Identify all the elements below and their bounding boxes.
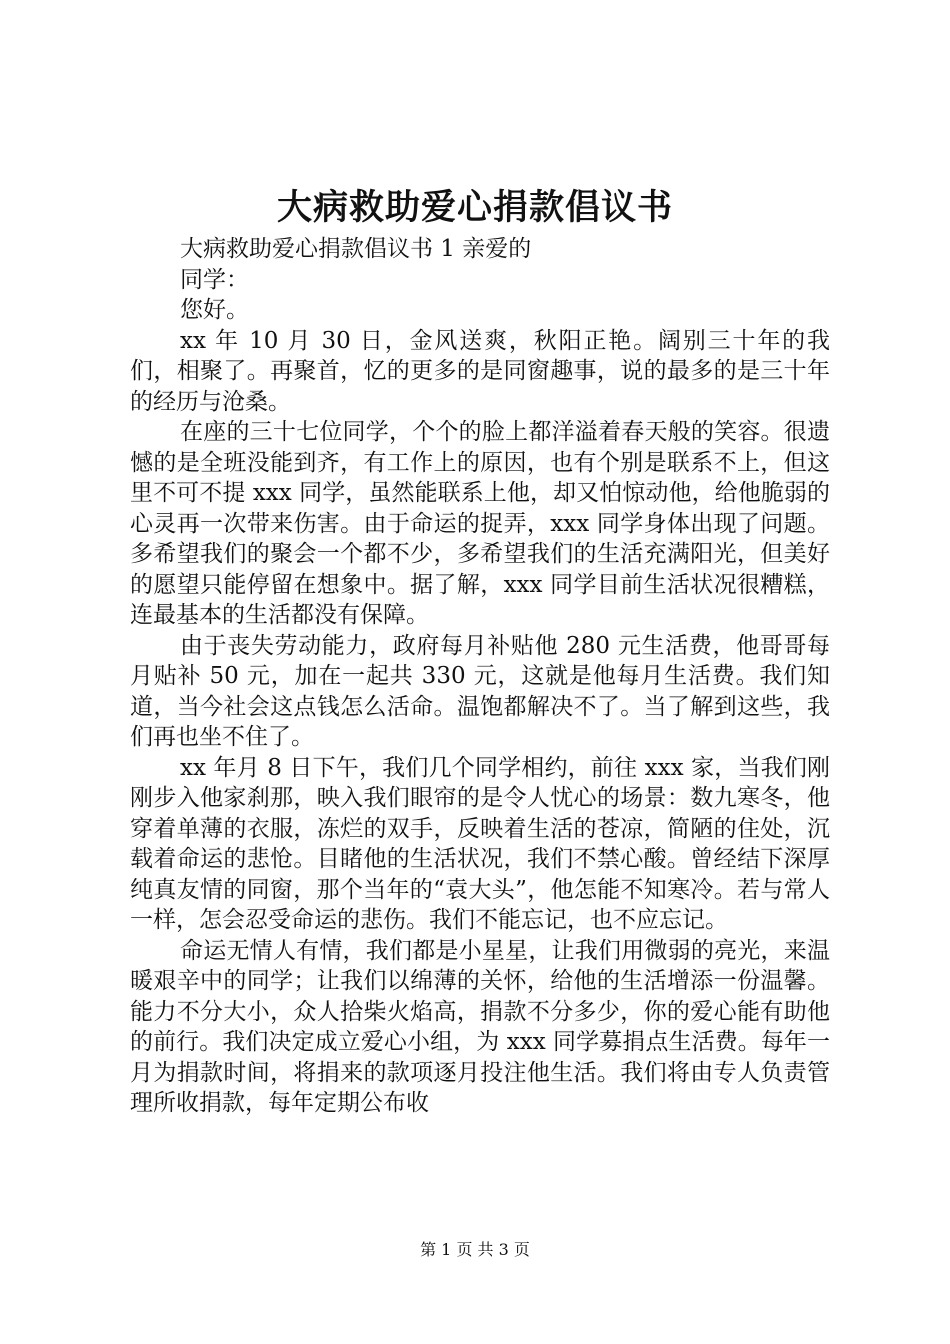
paragraph-living-cost: 由于丧失劳动能力，政府每月补贴他 280 元生活费，他哥哥每月贴补 50 元，加在一起共 330 元，这就是他每月生活费。我们知道，当今社会这点钱怎么活命。温饱都解决不了。当了解到这些，我们再也坐不住了。 [130, 632, 830, 750]
paragraph-visit: xx 年月 8 日下午，我们几个同学相约，前往 xxx 家，当我们刚刚步入他家刹那，映入我们眼帘的是令人忧心的场景：数九寒冬，他穿着单薄的衣服，冻烂的双手，反映着生活的苍凉，简陋的住处，沉载着命运的悲怆。目睹他的生活状况，我们不禁心酸。曾经结下深厚纯真友情的同窗，那个当年的“袁大头”，他怎能不知寒冷。若与常人一样，怎会忍受命运的悲伤。我们不能忘记，也不应忘记。 [130, 754, 830, 933]
paragraph-salutation: 同学： [180, 266, 249, 293]
paragraph-appeal: 命运无情人有情，我们都是小星星，让我们用微弱的亮光，来温暖艰辛中的同学；让我们以绵薄的关怀，给他的生活增添一份温馨。能力不分大小，众人拾柴火焰高，捐款不分多少，你的爱心能有助他的前行。我们决定成立爱心小组，为 xxx 同学募捐点生活费。每年一月为捐款时间，将捐来的款项逐月投注他生活。我们将由专人负责管理所收捐款，每年定期公布收 [130, 937, 830, 1116]
page-number-footer: 第 1 页 共 3 页 [420, 1240, 530, 1259]
paragraph-greeting: 您好。 [180, 297, 249, 323]
document-body [130, 234, 830, 1119]
paragraph-reunion: xx 年 10 月 30 日，金风送爽，秋阳正艳。阔别三十年的我们，相聚了。再聚首，忆的更多的是同窗趣事，说的最多的是三十年的经历与沧桑。 [130, 327, 830, 415]
paragraph-classmates: 在座的三十七位同学，个个的脸上都洋溢着春天般的笑容。很遗憾的是全班没能到齐，有工作上的原因，也有个别是联系不上，但这里不可不提 xxx 同学，虽然能联系上他，却又怕惊动他，给他脆弱的心灵再一次带来伤害。由于命运的捉弄，xxx 同学身体出现了问题。多希望我们的聚会一个都不少，多希望我们的生活充满阳光，但美好的愿望只能停留在想象中。据了解，xxx 同学目前生活状况很糟糕，连最基本的生活都没有保障。 [130, 419, 830, 628]
paragraph-heading-line: 大病救助爱心捐款倡议书 1 亲爱的 [180, 236, 532, 262]
document-title: 大病救助爱心捐款倡议书 [276, 187, 673, 228]
